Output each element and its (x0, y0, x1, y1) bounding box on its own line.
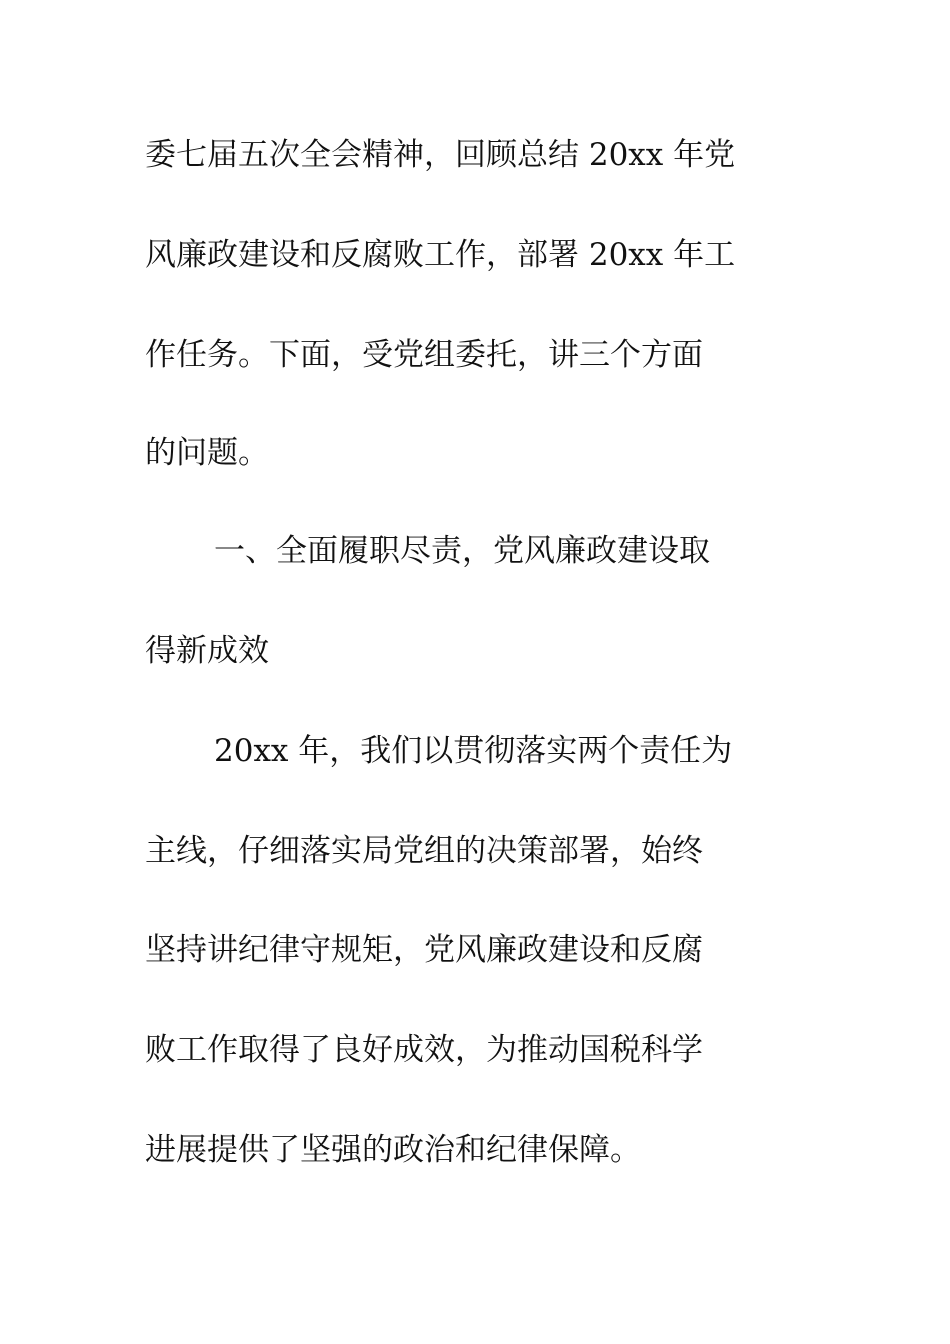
paragraph-line: 的问题。 (145, 435, 269, 471)
paragraph-line: 主线，仔细落实局党组的决策部署，始终 (145, 833, 703, 869)
paragraph-line: 风廉政建设和反腐败工作，部署 20xx 年工 (145, 237, 736, 273)
paragraph-line: 作任务。下面，受党组委托，讲三个方面 (145, 337, 703, 373)
section-heading-line: 得新成效 (145, 633, 269, 669)
paragraph-line: 进展提供了坚强的政治和纪律保障。 (145, 1132, 641, 1168)
section-heading-line: 一、全面履职尽责，党风廉政建设取 (214, 533, 710, 569)
paragraph-line: 20xx 年，我们以贯彻落实两个责任为 (214, 733, 733, 769)
paragraph-line: 败工作取得了良好成效，为推动国税科学 (145, 1032, 703, 1068)
paragraph-line: 委七届五次全会精神，回顾总结 20xx 年党 (145, 137, 736, 173)
paragraph-line: 坚持讲纪律守规矩，党风廉政建设和反腐 (145, 932, 703, 968)
